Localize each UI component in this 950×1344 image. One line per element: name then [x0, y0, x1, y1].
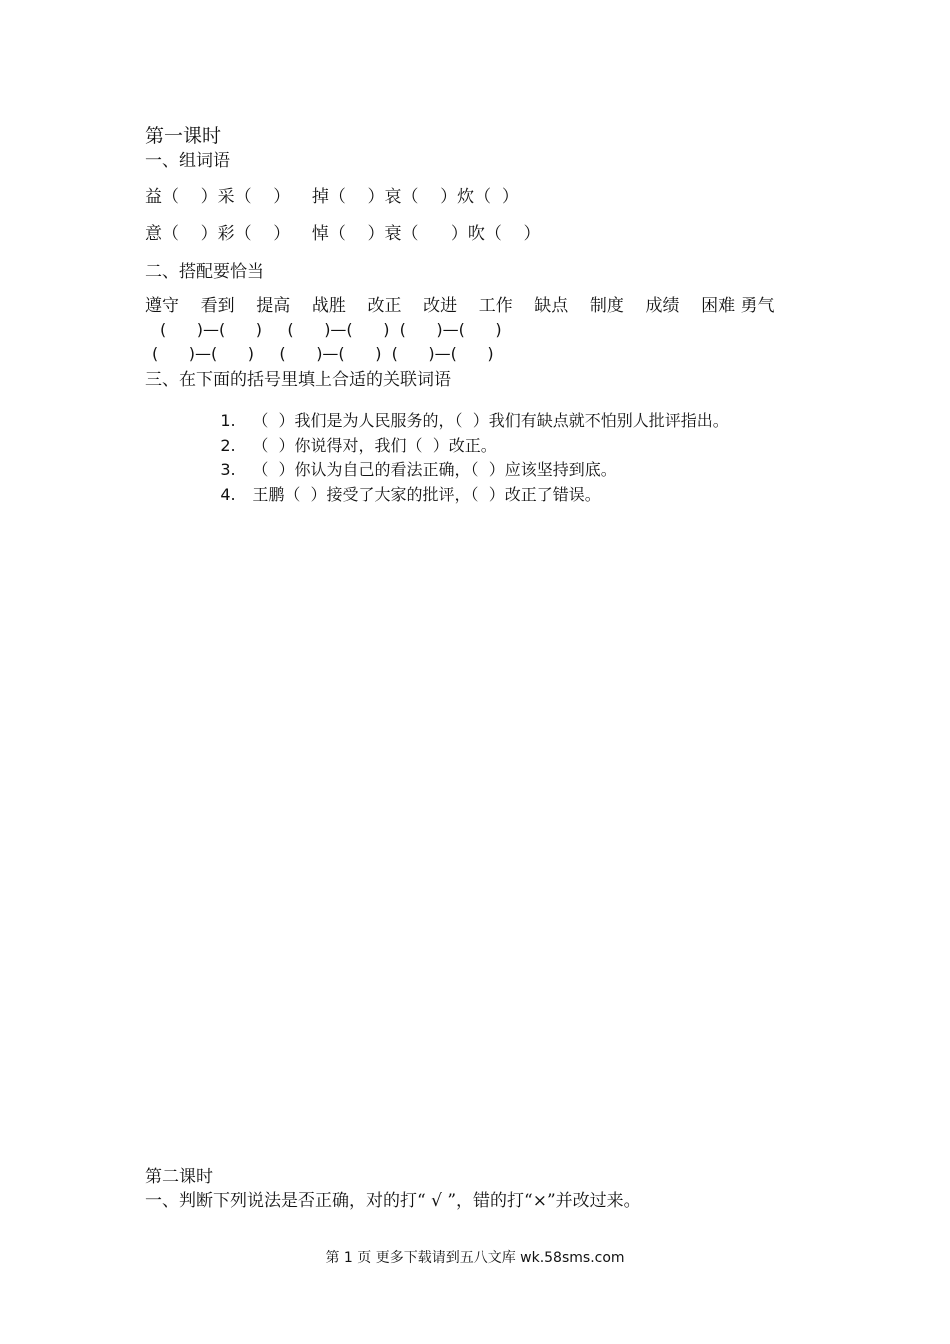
- word-row-1: 益（ ）采（ ） 掉（ ）哀（ ）炊（ ）: [145, 187, 519, 207]
- item-text: （ ）你认为自己的看法正确，（ ）应该坚持到底。: [252, 460, 617, 479]
- list-item: [200, 471, 601, 519]
- item-number: 3.: [220, 460, 236, 479]
- section1-heading: 一、组词语: [145, 151, 230, 171]
- page-footer: 第 1 页 更多下载请到五八文库 wk.58sms.com: [325, 1250, 625, 1266]
- item-number: 2.: [220, 436, 236, 455]
- lesson2-section1-heading: 一、判断下列说法是否正确，对的打“ √ ”，错的打“×”并改过来。: [145, 1191, 641, 1211]
- item-number: 1.: [220, 411, 236, 430]
- item-text: 王鹏（ ）接受了大家的批评，（ ）改正了错误。: [252, 485, 601, 504]
- item-number: 4.: [220, 485, 236, 504]
- section2-heading: 二、搭配要恰当: [145, 262, 264, 282]
- item-text: （ ）你说得对，我们（ ）改正。: [252, 436, 497, 455]
- matching-brackets-row-1: ( )—( ) ( )—( ) ( )—( ): [160, 320, 502, 339]
- item-text: （ ）我们是为人民服务的，（ ）我们有缺点就不怕别人批评指出。: [252, 411, 729, 430]
- matching-words: 遵守 看到 提高 战胜 改正 改进 工作 缺点 制度 成绩 困难 勇气: [145, 296, 775, 316]
- word-row-2: 意（ ）彩（ ） 悼（ ）衰（ ）吹（ ）: [145, 224, 541, 244]
- lesson1-title: 第一课时: [145, 125, 222, 147]
- section3-heading: 三、在下面的括号里填上合适的关联词语: [145, 370, 451, 390]
- matching-brackets-row-2: ( )—( ) ( )—( ) ( )—( ): [152, 344, 494, 363]
- lesson2-title: 第二课时: [145, 1167, 213, 1187]
